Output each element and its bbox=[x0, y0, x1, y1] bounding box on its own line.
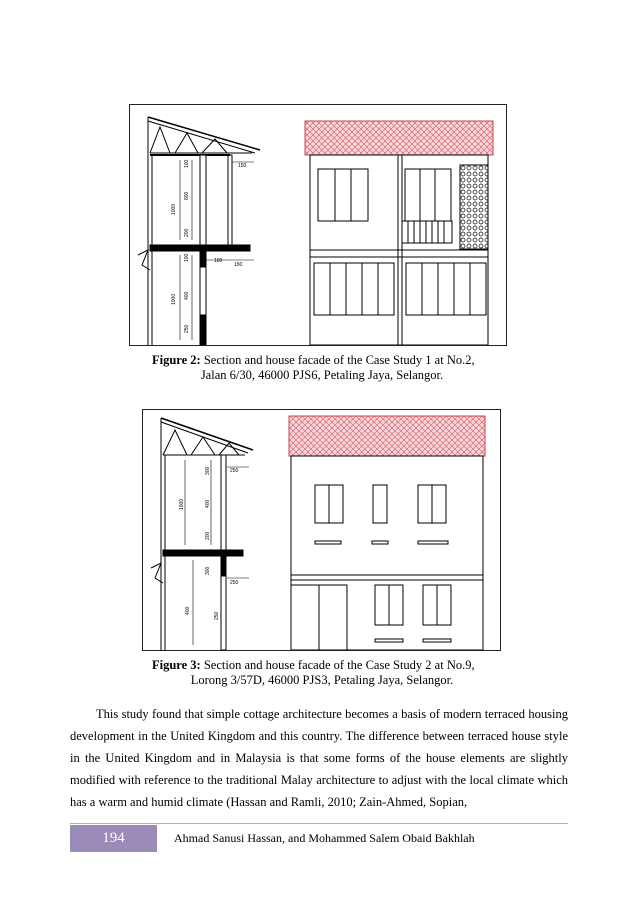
caption-text: Section and house facade of the Case Study 2 at No.9, bbox=[203, 658, 475, 672]
dim-label: 400 bbox=[205, 499, 211, 508]
section-drawing bbox=[138, 117, 260, 345]
body-text bbox=[70, 703, 568, 813]
dim-label: 200 bbox=[184, 228, 190, 237]
dim-label: 200 bbox=[205, 531, 211, 540]
dim-label: 800 bbox=[184, 191, 190, 200]
dim-label: 250 bbox=[184, 324, 190, 333]
figure-label: Figure 3: bbox=[152, 658, 201, 672]
dim-label: 250 bbox=[214, 611, 220, 620]
dim-label: 400 bbox=[185, 606, 191, 615]
caption-text: Section and house facade of the Case Study 1 at No.2, bbox=[203, 353, 475, 367]
dim-label: 300 bbox=[205, 566, 211, 575]
dim-label: 150 bbox=[238, 163, 247, 169]
page-footer bbox=[70, 823, 568, 852]
dim-label: 250 bbox=[230, 580, 239, 586]
dim-label: 100 bbox=[184, 159, 190, 168]
page-number: 194 bbox=[70, 825, 157, 852]
figure-2-caption bbox=[152, 353, 532, 383]
running-authors: Ahmad Sanusi Hassan, and Mohammed Salem Obaid Bakhlah bbox=[174, 831, 475, 845]
house-facade bbox=[289, 416, 485, 650]
dim-label: 1000 bbox=[171, 203, 177, 215]
dim-label: 100 bbox=[214, 258, 223, 264]
caption-text: Lorong 3/57D, 46000 PJS3, Petaling Jaya, Selangor. bbox=[190, 673, 454, 687]
figure-3-drawing bbox=[142, 409, 501, 651]
dim-label: 250 bbox=[230, 468, 239, 474]
dim-label: 300 bbox=[205, 466, 211, 475]
figure-2-drawing bbox=[129, 104, 507, 346]
dim-label: 1000 bbox=[179, 498, 185, 510]
figure-label: Figure 2: bbox=[152, 353, 201, 367]
section-drawing bbox=[151, 418, 253, 650]
dim-label: 100 bbox=[184, 253, 190, 262]
caption-text: Jalan 6/30, 46000 PJS6, Petaling Jaya, Selangor. bbox=[200, 368, 444, 382]
dim-label: 1000 bbox=[171, 293, 177, 305]
dim-label: 150 bbox=[234, 262, 243, 268]
paragraph: This study found that simple cottage architecture becomes a basis of modern terraced housing development in the United Kingdom and this country. The difference between terraced house style in the United Kingdom and in Malaysia is that some forms of the house elements are slightly modified with reference to the traditional Malay architecture to adjust with the local climate which has a warm and humid climate (Hassan and Ramli, 2010; Zain-Ahmed, Sopian, bbox=[70, 707, 568, 809]
dim-label: 400 bbox=[184, 291, 190, 300]
figure-3-caption bbox=[152, 658, 532, 688]
house-facade bbox=[305, 121, 493, 345]
